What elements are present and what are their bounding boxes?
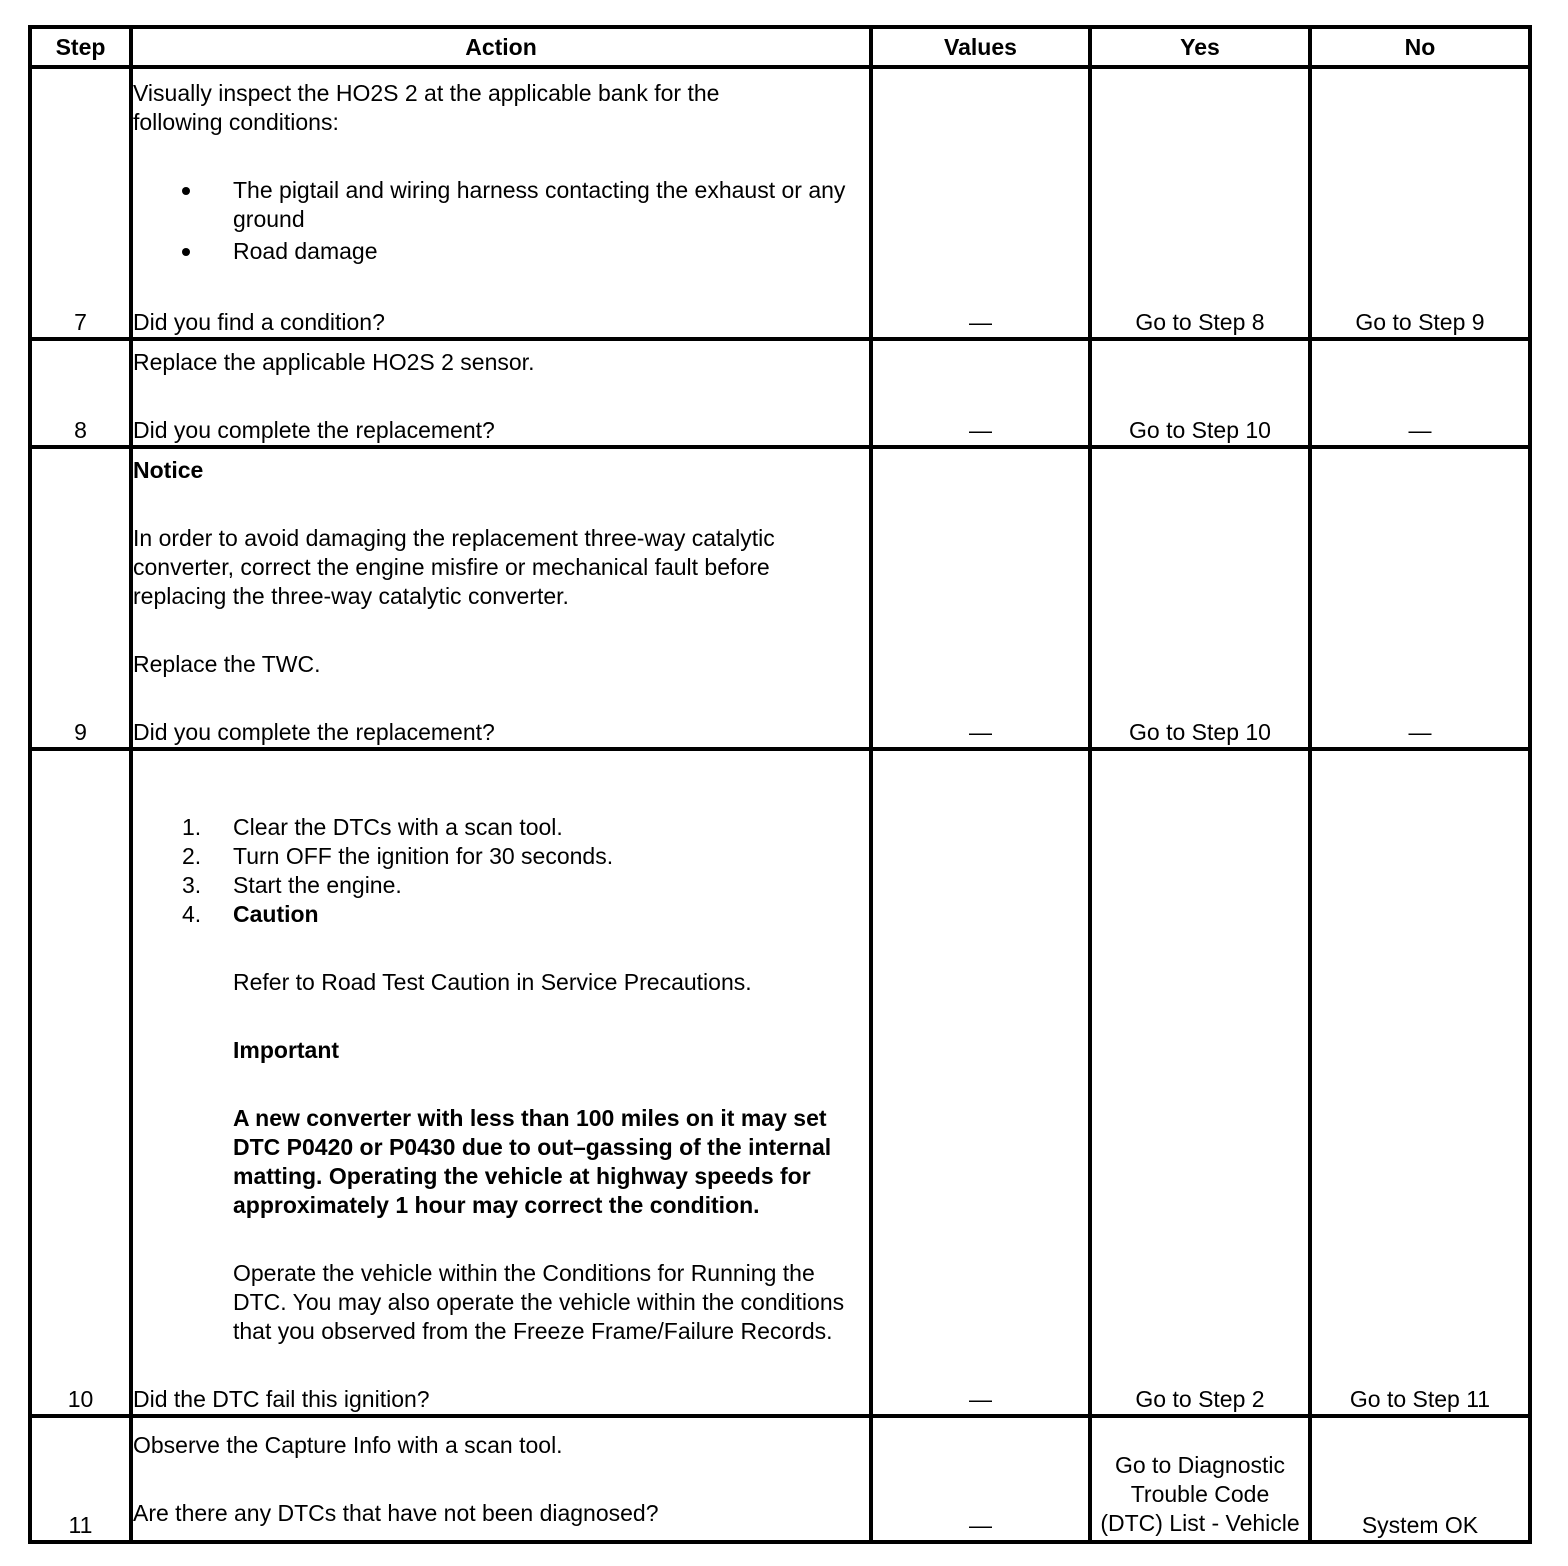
yes-cell: Go to Step 2 xyxy=(1090,749,1310,1416)
notice-title: Notice xyxy=(133,457,204,483)
values-cell: — xyxy=(871,1416,1090,1542)
operate-text: Operate the vehicle within the Conditions for Running the DTC. You may also operate the vehicle within the conditions that you observed from the Freeze Frame/Failure Records. xyxy=(233,1260,845,1344)
yes-cell: Go to Step 10 xyxy=(1090,447,1310,749)
table-row xyxy=(30,339,1530,447)
header-step: Step xyxy=(30,27,131,67)
list-item: 2. Turn OFF the ignition for 30 seconds. xyxy=(182,843,614,869)
yes-cell: Go to Step 10 xyxy=(1090,339,1310,447)
values-cell: — xyxy=(871,67,1090,339)
table-row xyxy=(30,1416,1530,1542)
important-text: A new converter with less than 100 miles on it may set DTC P0420 or P0430 due to out–gassing of the internal matting. Operating the vehicle at highway speeds for approximately 1 hour may correct the condition. xyxy=(233,1105,832,1218)
step-number: 8 xyxy=(30,339,131,447)
step-number: 7 xyxy=(30,67,131,339)
action-question: Did you complete the replacement? xyxy=(133,417,495,443)
table-row xyxy=(30,67,1530,339)
list-item: 1. Clear the DTCs with a scan tool. xyxy=(182,814,563,840)
header-action: Action xyxy=(131,27,871,67)
no-cell: — xyxy=(1310,339,1530,447)
header-row xyxy=(30,27,1530,67)
action-cell xyxy=(131,749,871,1416)
header-no: No xyxy=(1310,27,1530,67)
important-title: Important xyxy=(233,1037,340,1063)
list-item: 3. Start the engine. xyxy=(182,872,402,898)
header-yes: Yes xyxy=(1090,27,1310,67)
list-item: The pigtail and wiring harness contacting the exhaust or any ground xyxy=(133,176,869,234)
action-question: Did you complete the replacement? xyxy=(133,719,495,745)
action-cell xyxy=(131,67,871,339)
caution-text: Refer to Road Test Caution in Service Precautions. xyxy=(233,969,752,995)
no-cell: System OK xyxy=(1310,1416,1530,1542)
condition-list xyxy=(133,176,869,266)
procedure-list xyxy=(133,813,869,929)
action-question: Are there any DTCs that have not been diagnosed? xyxy=(133,1499,659,1526)
bullet-icon xyxy=(182,248,190,256)
action-text: Visually inspect the HO2S 2 at the applicable bank for the following conditions: xyxy=(133,80,720,135)
bullet-icon xyxy=(182,187,190,195)
no-cell: Go to Step 9 xyxy=(1310,67,1530,339)
yes-cell: Go to Diagnostic Trouble Code (DTC) List - Vehicle xyxy=(1090,1416,1310,1542)
step-number: 11 xyxy=(30,1416,131,1542)
table-row xyxy=(30,749,1530,1416)
step-number: 10 xyxy=(30,749,131,1416)
notice-text: In order to avoid damaging the replacement three-way catalytic converter, correct the engine misfire or mechanical fault before replacing the three-way catalytic converter. xyxy=(133,525,775,609)
no-cell: — xyxy=(1310,447,1530,749)
list-item: 4. Caution xyxy=(182,901,319,927)
list-item: Road damage xyxy=(133,237,869,266)
no-cell: Go to Step 11 xyxy=(1310,749,1530,1416)
action-question: Did you find a condition? xyxy=(133,309,385,335)
table-row xyxy=(30,447,1530,749)
values-cell: — xyxy=(871,749,1090,1416)
action-text: Replace the applicable HO2S 2 sensor. xyxy=(133,349,535,375)
diagnostic-table xyxy=(28,25,1532,1544)
action-question: Did the DTC fail this ignition? xyxy=(133,1386,430,1412)
action-cell xyxy=(131,1416,871,1542)
yes-cell: Go to Step 8 xyxy=(1090,67,1310,339)
action-text: Observe the Capture Info with a scan tool. xyxy=(133,1431,563,1458)
action-cell xyxy=(131,447,871,749)
step-number: 9 xyxy=(30,447,131,749)
action-text: Replace the TWC. xyxy=(133,651,321,677)
values-cell: — xyxy=(871,339,1090,447)
header-values: Values xyxy=(871,27,1090,67)
values-cell: — xyxy=(871,447,1090,749)
action-cell xyxy=(131,339,871,447)
